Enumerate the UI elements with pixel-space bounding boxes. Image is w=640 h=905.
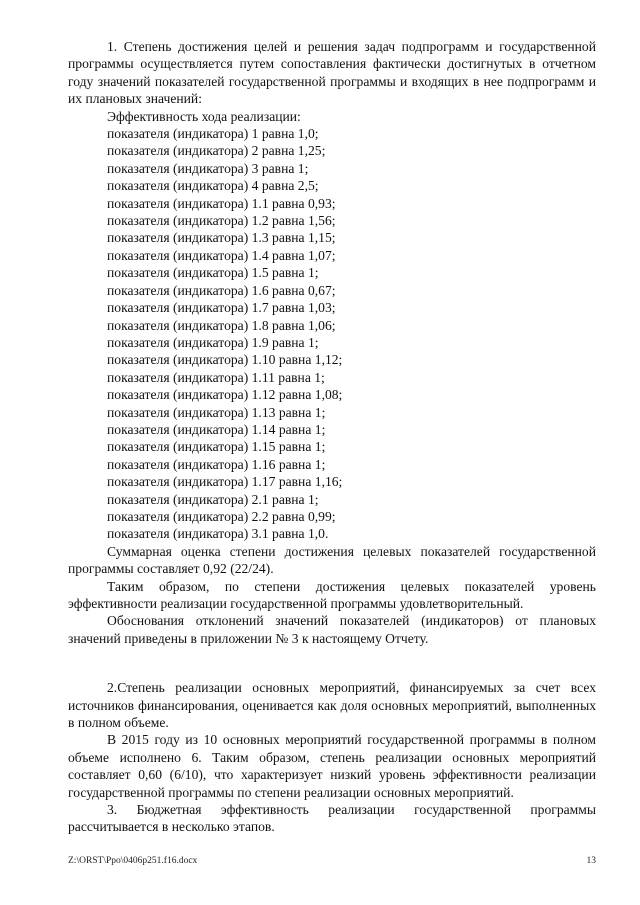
indicator-item: показателя (индикатора) 1.13 равна 1; xyxy=(107,404,326,420)
indicator-item: показателя (индикатора) 3.1 равна 1,0. xyxy=(107,526,329,542)
section-gap xyxy=(68,647,596,679)
indicator-item: показателя (индикатора) 1.17 равна 1,16; xyxy=(107,474,343,490)
conclusion-paragraph: Таким образом, по степени достижения целевых показателей уровень эффективности реализации государственной программы удовлетворительный. xyxy=(68,578,596,611)
indicator-item: показателя (индикатора) 1.9 равна 1; xyxy=(107,334,319,350)
summary-paragraph: Суммарная оценка степени достижения целевых показателей государственной программы составляет 0,92 (22/24). xyxy=(68,543,596,577)
indicator-item: показателя (индикатора) 4 равна 2,5; xyxy=(107,178,319,194)
indicator-item: показателя (индикатора) 1.11 равна 1; xyxy=(107,369,325,385)
indicator-item: показателя (индикатора) 1.10 равна 1,12; xyxy=(107,352,343,368)
section2-result: В 2015 году из 10 основных мероприятий государственной программы в полном объеме исполнено 6. Таким образом, степень реализации основных мероприятий составляет 0,60 (6/10), что характеризует низкий уровень эффективности реализации государственной программы по степени реализации основных мероприятий. xyxy=(68,732,596,800)
indicator-item: показателя (индикатора) 1.2 равна 1,56; xyxy=(107,213,336,229)
indicator-item: показателя (индикатора) 1.8 равна 1,06; xyxy=(107,317,336,333)
indicator-list xyxy=(68,125,596,543)
section2-intro: 2.Степень реализации основных мероприятий, финансируемых за счет всех источников финансирования, оценивается как доля основных мероприятий, выполненных в полном объеме. xyxy=(68,680,596,731)
indicator-item: показателя (индикатора) 1.14 равна 1; xyxy=(107,421,326,437)
footer-page-number: 13 xyxy=(586,856,596,866)
indicator-item: показателя (индикатора) 3 равна 1; xyxy=(107,160,309,176)
document-page xyxy=(68,38,596,836)
justification-paragraph: Обоснования отклонений значений показателей (индикаторов) от плановых значений приведены в приложении № 3 к настоящему Отчету. xyxy=(68,613,596,646)
indicator-item: показателя (индикатора) 1.6 равна 0,67; xyxy=(107,282,336,298)
indicator-item: показателя (индикатора) 2.2 равна 0,99; xyxy=(107,508,336,524)
efficiency-heading: Эффективность хода реализации: xyxy=(107,108,301,124)
footer-file-path: Z:\ORST\Ppo\0406p251.f16.docx xyxy=(68,856,198,866)
indicator-item: показателя (индикатора) 1.7 равна 1,03; xyxy=(107,300,336,316)
indicator-item: показателя (индикатора) 1.12 равна 1,08; xyxy=(107,387,343,403)
indicator-item: показателя (индикатора) 1.1 равна 0,93; xyxy=(107,195,336,211)
indicator-item: показателя (индикатора) 1.3 равна 1,15; xyxy=(107,230,336,246)
indicator-item: показателя (индикатора) 2.1 равна 1; xyxy=(107,491,319,507)
section3-intro: 3. Бюджетная эффективность реализации государственной программы рассчитывается в несколько этапов. xyxy=(68,802,596,835)
section1-intro: 1. Степень достижения целей и решения задач подпрограмм и государственной программы осуществляется путем сопоставления фактически достигнутых в отчетном году значений показателей государственной программы и входящих в нее подпрограмм и их плановых значений: xyxy=(68,39,596,107)
indicator-item: показателя (индикатора) 1.15 равна 1; xyxy=(107,439,326,455)
indicator-item: показателя (индикатора) 2 равна 1,25; xyxy=(107,143,326,159)
indicator-item: показателя (индикатора) 1.4 равна 1,07; xyxy=(107,247,336,263)
indicator-item: показателя (индикатора) 1.5 равна 1; xyxy=(107,265,319,281)
indicator-item: показателя (индикатора) 1 равна 1,0; xyxy=(107,126,319,142)
indicator-item: показателя (индикатора) 1.16 равна 1; xyxy=(107,456,326,472)
